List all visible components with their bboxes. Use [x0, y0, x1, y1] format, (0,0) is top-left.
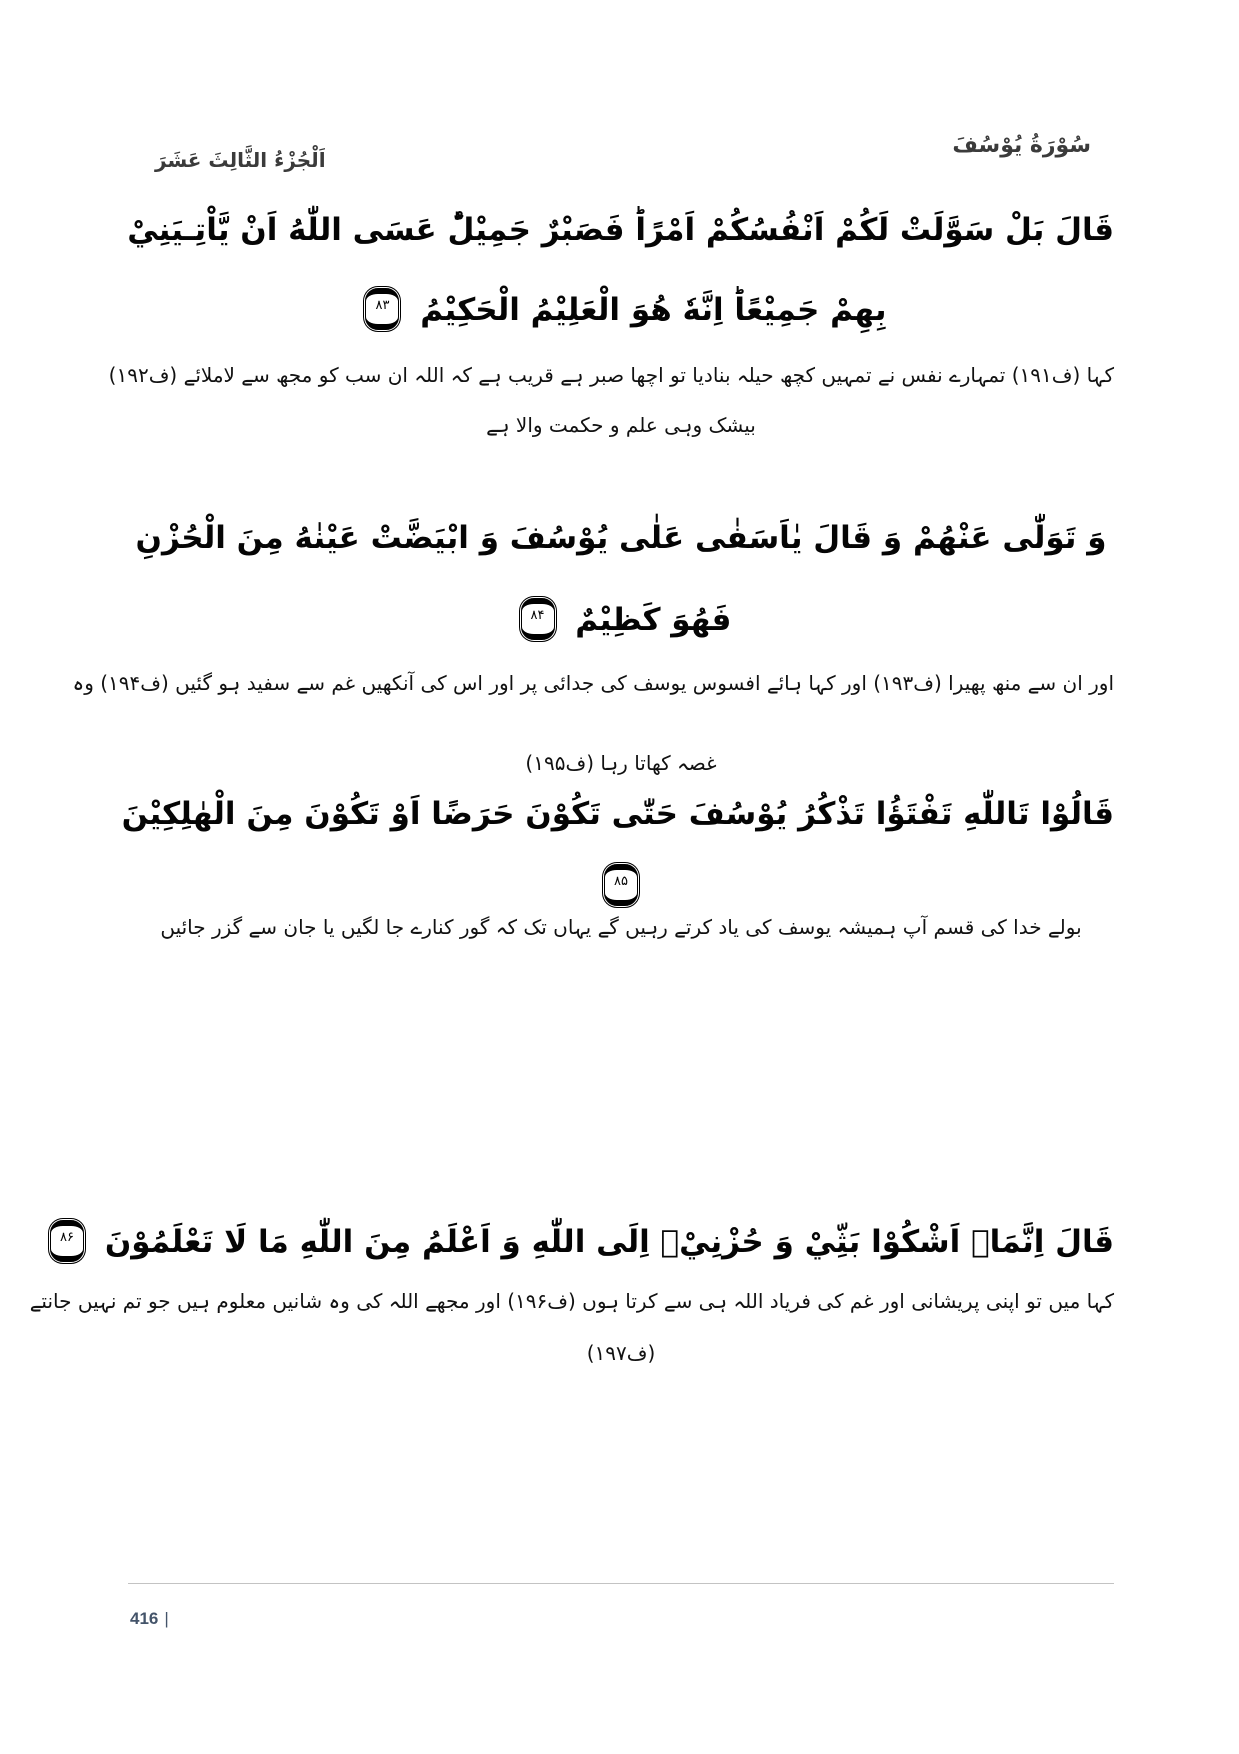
verse-85-marker-line	[128, 862, 1114, 912]
page-number-value: 416	[130, 1609, 159, 1628]
verse-85-arabic-line-1: قَالُوْا تَاللّٰهِ تَفْتَؤُا تَذْكُرُ يُوْسُفَ حَتّٰى تَكُوْنَ حَرَضًا اَوْ تَكُوْنَ مِنَ الْهٰلِكِيْنَ	[121, 796, 1114, 832]
header-juz-title: اَلْجُزْءُ الثَّالِثَ عَشَرَ	[155, 148, 326, 172]
verse-number-ornament-85: ۸۵	[604, 864, 638, 906]
verse-84-arabic-line-1: وَ تَوَلّٰى عَنْهُمْ وَ قَالَ يٰاَسَفٰى عَلٰى يُوْسُفَ وَ ابْيَضَّتْ عَيْنٰهُ مِنَ الْحُزْنِ	[135, 520, 1107, 556]
footer-divider	[128, 1583, 1114, 1584]
arabic-text: بِهِمْ جَمِيْعًاؕ اِنَّهٗ هُوَ الْعَلِيْمُ الْحَكِيْمُ	[420, 292, 887, 328]
verse-86-urdu-line-2: (ف۱۹۷)	[586, 1341, 656, 1365]
verse-number-ornament-83: ۸۳	[365, 288, 399, 330]
verse-86-arabic-line-1	[60, 1218, 1114, 1268]
arabic-text: فَهُوَ كَظِيْمٌ	[575, 602, 732, 638]
verse-number-ornament-84: ۸۴	[521, 598, 555, 640]
header-surah-title: سُوْرَةُ يُوْسُفَ	[952, 133, 1091, 158]
page-number	[130, 1609, 169, 1629]
verse-83-urdu-line-1: کہا (ف۱۹۱) تمہارے نفس نے تمہیں کچھ حیلہ بنادیا تو اچھا صبر ہے قریب ہے کہ اللہ ان سب کو مجھ سے لاملائے (ف۱۹۲)	[108, 363, 1114, 387]
verse-84-arabic-line-2	[128, 596, 1114, 646]
arabic-text: قَالَ اِنَّمَاۤ اَشْكُوْا بَثِّيْ وَ حُزْنِيْۤ اِلَى اللّٰهِ وَ اَعْلَمُ مِنَ اللّٰهِ مَا لَا تَعْلَمُوْنَ	[104, 1224, 1114, 1260]
verse-number-ornament-86: ۸۶	[50, 1220, 84, 1262]
verse-83-arabic-line-1: قَالَ بَلْ سَوَّلَتْ لَكُمْ اَنْفُسُكُمْ اَمْرًاؕ فَصَبْرٌ جَمِيْلٌؕ عَسَى اللّٰهُ اَنْ يَّاْتِـيَنِيْ	[127, 212, 1114, 248]
verse-86-urdu-line-1: کہا میں تو اپنی پریشانی اور غم کی فریاد اللہ ہی سے کرتا ہوں (ف۱۹۶) اور مجھے اللہ کی وہ شانیں معلوم ہیں جو تم نہیں جانتے	[29, 1289, 1114, 1313]
verse-83-arabic-line-2	[128, 286, 1114, 336]
verse-83-urdu-line-2: بیشک وہی علم و حکمت والا ہے	[486, 413, 756, 437]
page-number-separator: |	[164, 1609, 169, 1628]
verse-84-urdu-line-1: اور ان سے منھ پھیرا (ف۱۹۳) اور کہا ہائے افسوس یوسف کی جدائی پر اور اس کی آنکھیں غم سے سفید ہو گئیں (ف۱۹۴) وہ	[72, 671, 1114, 695]
verse-85-urdu-line-1: بولے خدا کی قسم آپ ہمیشہ یوسف کی یاد کرتے رہیں گے یہاں تک کہ گور کنارے جا لگیں یا جان سے گزر جائیں	[160, 915, 1082, 939]
verse-84-urdu-line-2: غصہ کھاتا رہا (ف۱۹۵)	[525, 751, 717, 775]
